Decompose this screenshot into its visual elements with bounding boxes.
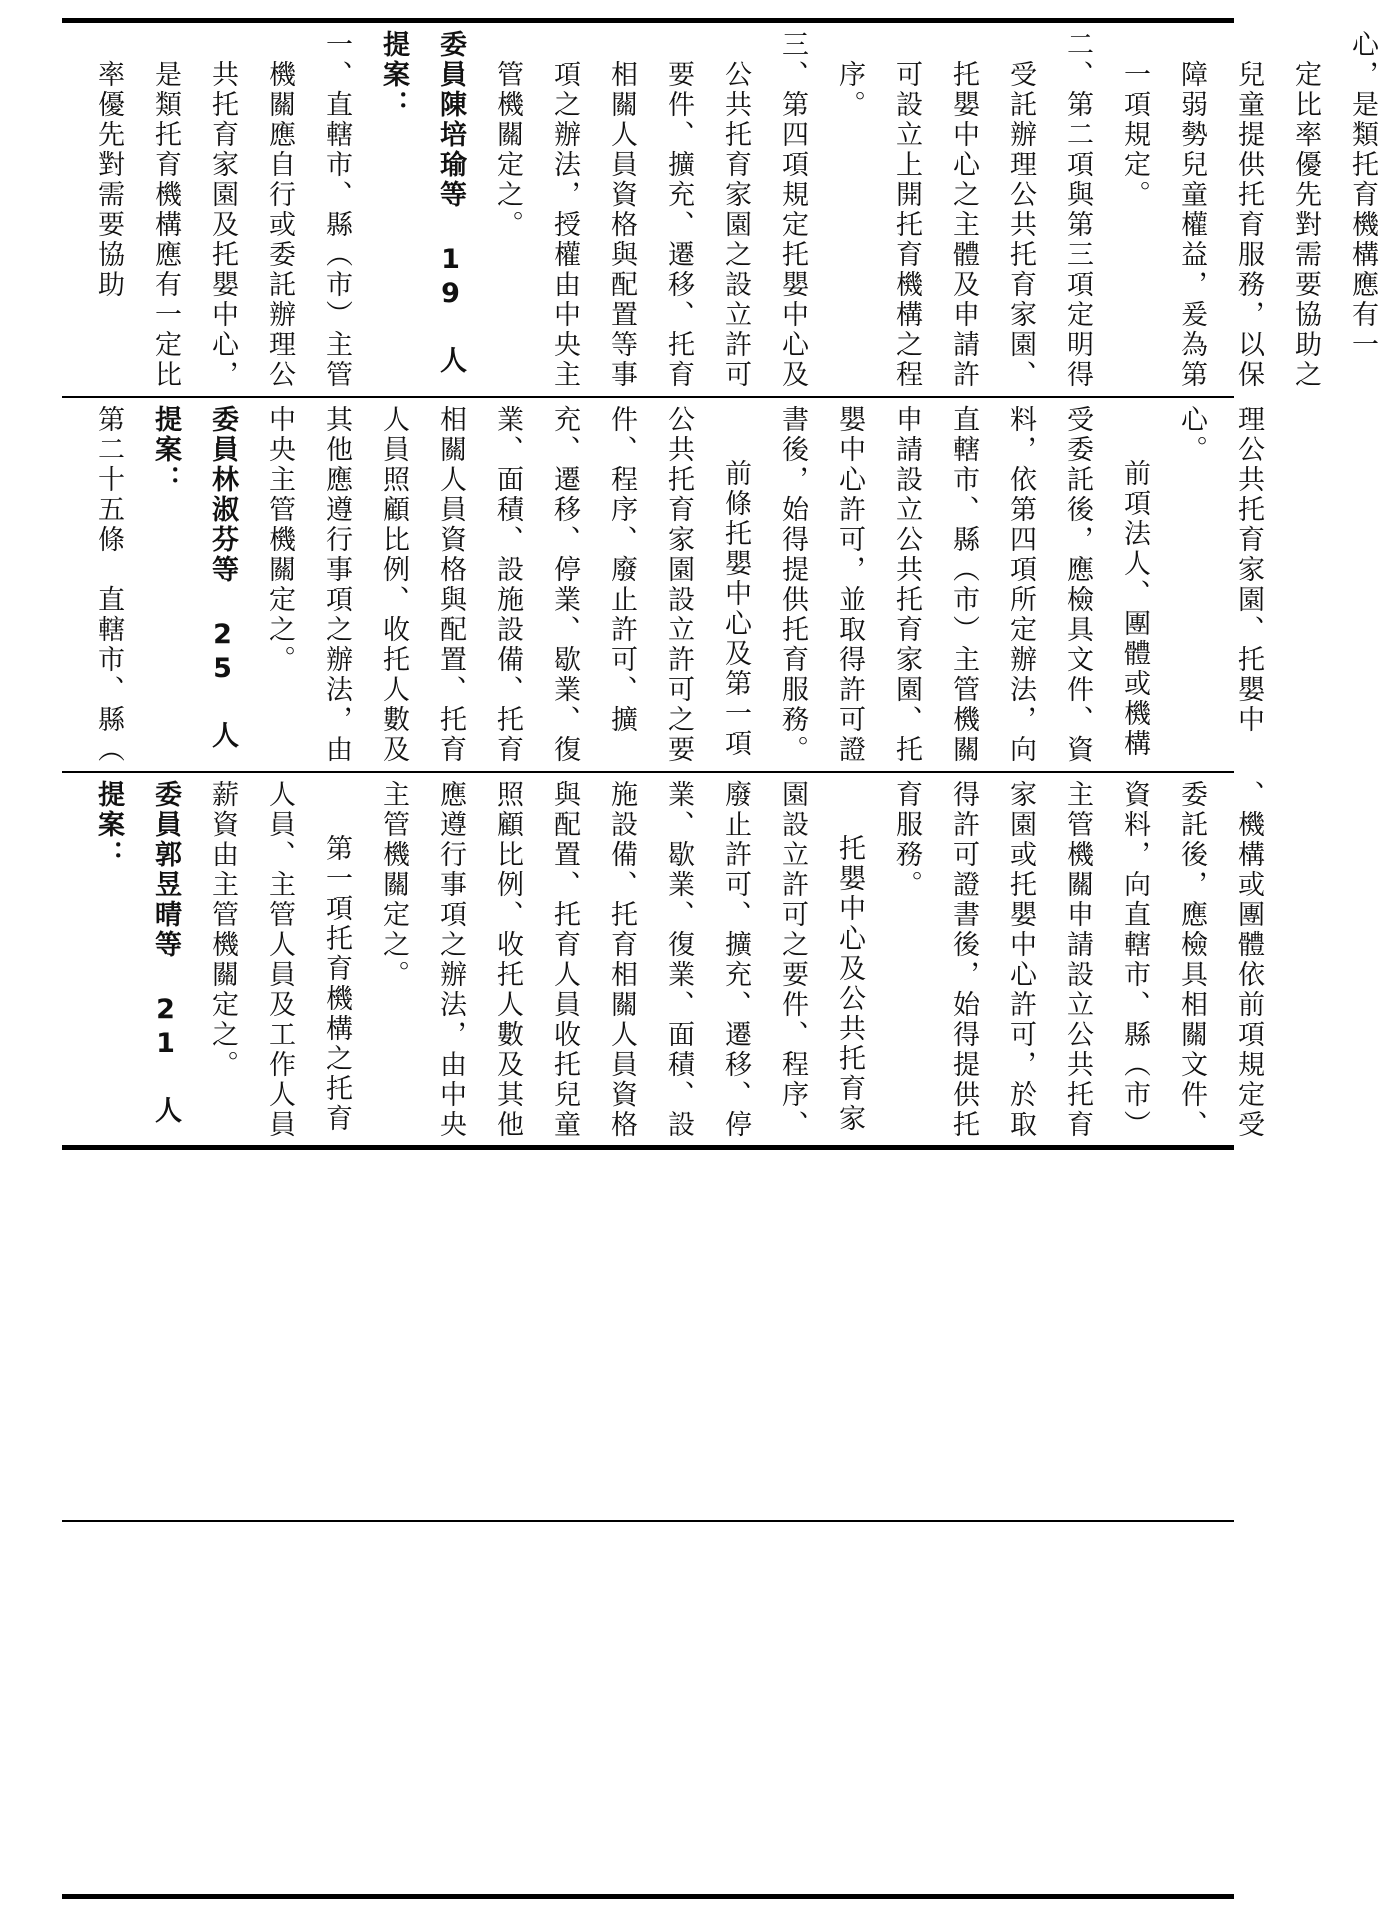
right-para-1: 定比率優先對需要協助之兒童提供托育服務，以保障弱勢兒童權益，爰為第一項規定。 bbox=[1119, 59, 1321, 390]
table-bottom-rule bbox=[62, 1894, 1234, 1899]
right-para-6 bbox=[365, 30, 479, 392]
left-para-2: 第一項托育機構之托育人員、主管人員及工作人員薪資由主管機關定之。 bbox=[207, 780, 352, 1140]
middle-para-2: 前條托嬰中心及第一項公共托育家園設立許可之要件、程序、廢止許可、擴充、遷移、停業、歇業、復業、面積、設施設備、托育相關人員資格與配置、托育人員照顧比例、收托人數及其他應遵行事項之辦法，由中央主管機關定之。 bbox=[264, 405, 751, 765]
left-column-text bbox=[80, 780, 1277, 1142]
right-para-0: 心，是類托育機構應有一 bbox=[1347, 30, 1378, 360]
middle-para-0: 理公共托育家園、托嬰中心。 bbox=[1176, 405, 1264, 735]
row-divider-2 bbox=[62, 771, 1234, 773]
right-para-4: 三、第四項規定托嬰中心及 bbox=[777, 30, 808, 390]
cell-right-column bbox=[80, 30, 1378, 392]
table-top-rule bbox=[62, 18, 1234, 23]
left-para-1: 托嬰中心及公共托育家園設立許可之要件、程序、廢止許可、擴充、遷移、停業、歇業、復業、面積、設施設備、托育相關人員資格與配置、托育人員收托兒童照顧比例、收托人數及其他應遵行事項之辦法，由中央主管機關定之。 bbox=[378, 780, 865, 1140]
middle-proposal-heading: 委員林淑芬等 25 人提案： bbox=[150, 405, 238, 751]
left-para-3 bbox=[80, 780, 194, 1142]
cell-empty-1 bbox=[80, 1155, 1220, 1517]
left-proposal-heading: 委員郭昱晴等 21 人提案： bbox=[93, 780, 181, 1126]
cell-empty-2 bbox=[80, 1528, 1220, 1890]
row-divider-1 bbox=[62, 396, 1234, 398]
row-divider-4 bbox=[62, 1520, 1234, 1522]
right-para-7: 一、直轄市、縣（市）主管 bbox=[321, 30, 352, 390]
left-para-0: 、機構或團體依前項規定受委託後，應檢具相關文件、資料，向直轄市、縣（市）主管機關申請設立公共托育家園或托嬰中心許可，於取得許可證書後，始得提供托育服務。 bbox=[891, 780, 1264, 1140]
middle-para-1: 前項法人、團體或機構受委託後，應檢具文件、資料，依第四項所定辦法，向直轄市、縣（市）主管機關申請設立公共托育家園、托嬰中心許可，並取得許可證書後，始得提供托育服務。 bbox=[777, 405, 1150, 765]
right-column-text bbox=[80, 30, 1391, 392]
middle-para-3 bbox=[137, 405, 251, 767]
right-para-5: 公共托育家園之設立許可要件、擴充、遷移、托育相關人員資格與配置等事項之辦法，授權由中央主管機關定之。 bbox=[492, 59, 751, 390]
cell-middle-column bbox=[80, 405, 1264, 767]
middle-para-4: 第二十五條 直轄市、縣（ bbox=[93, 405, 124, 765]
cell-left-column bbox=[80, 780, 1264, 1142]
middle-column-text bbox=[80, 405, 1277, 767]
right-para-2: 二、第二項與第三項定明得 bbox=[1062, 30, 1093, 390]
right-para-3: 受託辦理公共托育家園、托嬰中心之主體及申請許可設立上開托育機構之程序。 bbox=[834, 59, 1036, 390]
right-proposal-heading: 委員陳培瑜等 19 人提案： bbox=[378, 30, 466, 376]
right-para-8: 機關應自行或委託辦理公共托育家園及托嬰中心，是類托育機構應有一定比率優先對需要協助 bbox=[93, 59, 295, 390]
row-divider-3 bbox=[62, 1145, 1234, 1150]
